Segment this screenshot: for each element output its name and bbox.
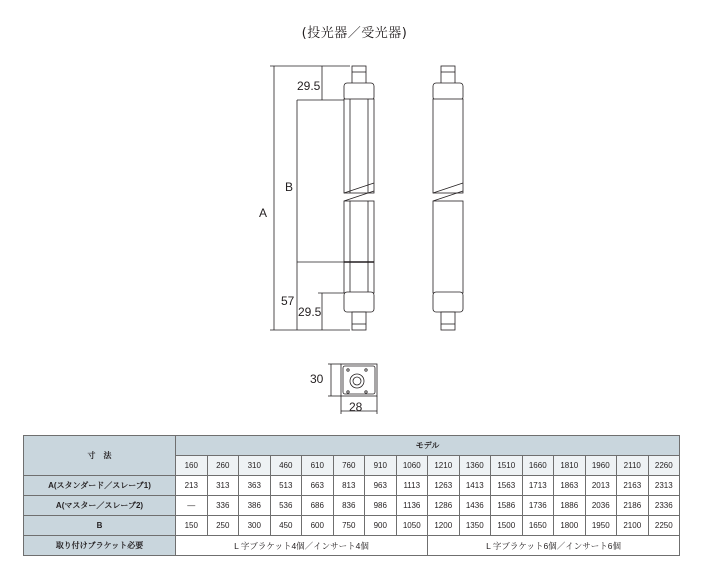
model-header: モデル (176, 436, 680, 456)
value-cell: 2036 (585, 496, 617, 516)
value-cell: 536 (270, 496, 302, 516)
value-cell: 313 (207, 476, 239, 496)
value-cell: 1263 (428, 476, 460, 496)
value-cell: 2336 (648, 496, 680, 516)
value-cell: 986 (365, 496, 397, 516)
value-cell: 2013 (585, 476, 617, 496)
value-cell: 513 (270, 476, 302, 496)
value-cell: 1586 (491, 496, 523, 516)
table-header-row (24, 436, 680, 456)
bracket-group-2: L 字ブラケット6個／インサート6個 (428, 536, 680, 556)
model-cell: 310 (239, 456, 271, 476)
model-dimension-table (23, 435, 680, 556)
row-label: A(マスター／スレーブ2) (24, 496, 176, 516)
receiver-unit-drawing (433, 66, 463, 330)
model-cell: 610 (302, 456, 334, 476)
value-cell: 1713 (522, 476, 554, 496)
model-cell: 760 (333, 456, 365, 476)
value-cell: 1200 (428, 516, 460, 536)
table-row (24, 516, 680, 536)
dimension-lines (270, 66, 350, 330)
value-cell: 663 (302, 476, 334, 496)
emitter-unit-drawing (344, 66, 374, 330)
value-cell: 1863 (554, 476, 586, 496)
value-cell: 900 (365, 516, 397, 536)
value-cell: 2313 (648, 476, 680, 496)
model-cell: 1810 (554, 456, 586, 476)
bracket-label: 取り付けブラケット必要 (24, 536, 176, 556)
dim-b-label: B (285, 180, 294, 194)
value-cell: 1886 (554, 496, 586, 516)
value-cell: 1136 (396, 496, 428, 516)
value-cell: 250 (207, 516, 239, 536)
value-cell: 386 (239, 496, 271, 516)
value-cell: 2163 (617, 476, 649, 496)
value-cell: 2186 (617, 496, 649, 516)
value-cell: 1286 (428, 496, 460, 516)
model-cell: 1510 (491, 456, 523, 476)
model-cell: 1360 (459, 456, 491, 476)
value-cell: 686 (302, 496, 334, 516)
value-cell: 1500 (491, 516, 523, 536)
model-cell: 2260 (648, 456, 680, 476)
value-cell: 1113 (396, 476, 428, 496)
value-cell: — (176, 496, 208, 516)
row-label: A(スタンダード／スレーブ1) (24, 476, 176, 496)
row-label: B (24, 516, 176, 536)
dim-28-label: 28 (349, 400, 363, 414)
drawing-caption: (投光器／受光器) (301, 26, 408, 41)
value-cell: 213 (176, 476, 208, 496)
model-cell: 260 (207, 456, 239, 476)
value-cell: 1800 (554, 516, 586, 536)
value-cell: 1650 (522, 516, 554, 536)
table-row (24, 476, 680, 496)
model-cell: 1060 (396, 456, 428, 476)
value-cell: 963 (365, 476, 397, 496)
value-cell: 150 (176, 516, 208, 536)
value-cell: 813 (333, 476, 365, 496)
dim-a-label: A (259, 206, 268, 220)
value-cell: 836 (333, 496, 365, 516)
dim-57-label: 57 (281, 294, 295, 308)
dim-30-label: 30 (310, 372, 324, 386)
bracket-row (24, 536, 680, 556)
value-cell: 1050 (396, 516, 428, 536)
model-cell: 2110 (617, 456, 649, 476)
value-cell: 600 (302, 516, 334, 536)
model-cell: 1660 (522, 456, 554, 476)
value-cell: 1413 (459, 476, 491, 496)
model-cell: 460 (270, 456, 302, 476)
value-cell: 450 (270, 516, 302, 536)
dimension-header: 寸 法 (24, 436, 176, 476)
value-cell: 1350 (459, 516, 491, 536)
value-cell: 300 (239, 516, 271, 536)
value-cell: 750 (333, 516, 365, 536)
value-cell: 1736 (522, 496, 554, 516)
model-cell: 160 (176, 456, 208, 476)
dim-top-offset-label: 29.5 (297, 79, 321, 93)
value-cell: 363 (239, 476, 271, 496)
bracket-group-1: L 字ブラケット4個／インサート4個 (176, 536, 428, 556)
value-cell: 1436 (459, 496, 491, 516)
model-cell: 1960 (585, 456, 617, 476)
dim-bottom-offset-label: 29.5 (298, 305, 322, 319)
value-cell: 2250 (648, 516, 680, 536)
value-cell: 2100 (617, 516, 649, 536)
value-cell: 1950 (585, 516, 617, 536)
value-cell: 336 (207, 496, 239, 516)
table-row (24, 496, 680, 516)
value-cell: 1563 (491, 476, 523, 496)
model-cell: 1210 (428, 456, 460, 476)
model-cell: 910 (365, 456, 397, 476)
